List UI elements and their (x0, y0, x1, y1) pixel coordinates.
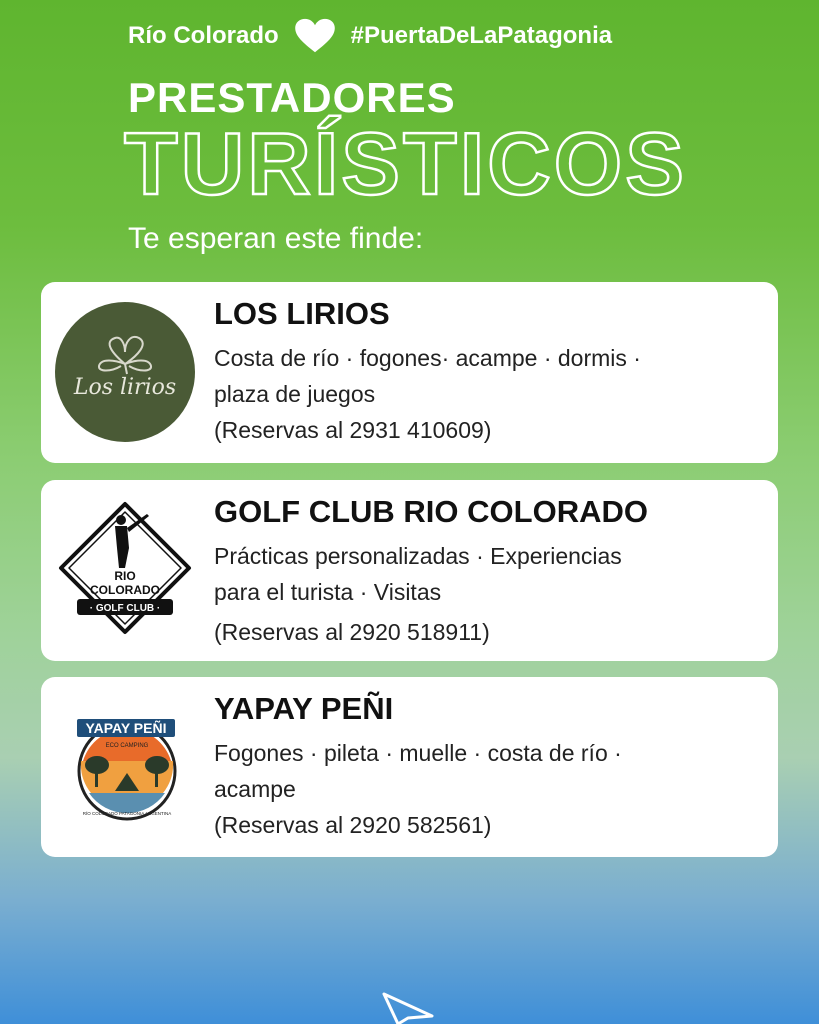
provider-card-los-lirios[interactable] (41, 282, 778, 463)
golf-logo-text2: COLORADO (90, 583, 160, 597)
yapay-peni-logo (55, 695, 195, 835)
hashtag-label: #PuertaDeLaPatagonia (350, 22, 613, 49)
provider-phone[interactable]: (Reservas al 2920 582561) (214, 812, 492, 838)
los-lirios-logo (55, 302, 195, 442)
provider-desc-line2: plaza de juegos (214, 381, 376, 407)
provider-description (214, 340, 764, 412)
provider-description (214, 735, 764, 807)
provider-desc-line2: para el turista · Visitas (214, 579, 442, 605)
golf-logo-text3: · GOLF CLUB · (89, 603, 161, 614)
provider-card-yapay-peni[interactable] (41, 677, 778, 857)
send-arrow-icon[interactable] (378, 992, 438, 1024)
los-lirios-logo-text: Los lirios (73, 375, 177, 400)
provider-name: GOLF CLUB RIO COLORADO (214, 494, 648, 529)
yapay-logo-text2: ECO CAMPING (105, 743, 149, 749)
provider-card-golf-club[interactable] (41, 480, 778, 661)
provider-desc-line1: Costa de río · fogones· acampe · dormis · (214, 345, 641, 371)
provider-name: YAPAY PEÑI (214, 691, 394, 726)
heart-icon (291, 18, 339, 54)
yapay-logo-text3: RÍO COLORADO PATAGONIA ARGENTINA (82, 811, 172, 816)
provider-phone[interactable]: (Reservas al 2920 518911) (214, 619, 490, 645)
golf-logo-text1: RIO (114, 569, 136, 583)
provider-desc-line1: Fogones · pileta · muelle · costa de río · (214, 740, 622, 766)
title-line2: TURÍSTICOS (124, 114, 687, 213)
provider-name: LOS LIRIOS (214, 296, 390, 331)
provider-phone[interactable]: (Reservas al 2931 410609) (214, 417, 492, 443)
city-label: Río Colorado (128, 22, 279, 49)
provider-description (214, 538, 764, 610)
subtitle: Te esperan este finde: (128, 222, 424, 255)
provider-desc-line1: Prácticas personalizadas · Experiencias (214, 543, 622, 569)
yapay-logo-text1: YAPAY PEÑI (85, 720, 167, 736)
header (128, 16, 728, 56)
golf-club-logo (55, 498, 195, 638)
provider-desc-line2: acampe (214, 776, 296, 802)
title-line1: PRESTADORES (128, 74, 456, 121)
